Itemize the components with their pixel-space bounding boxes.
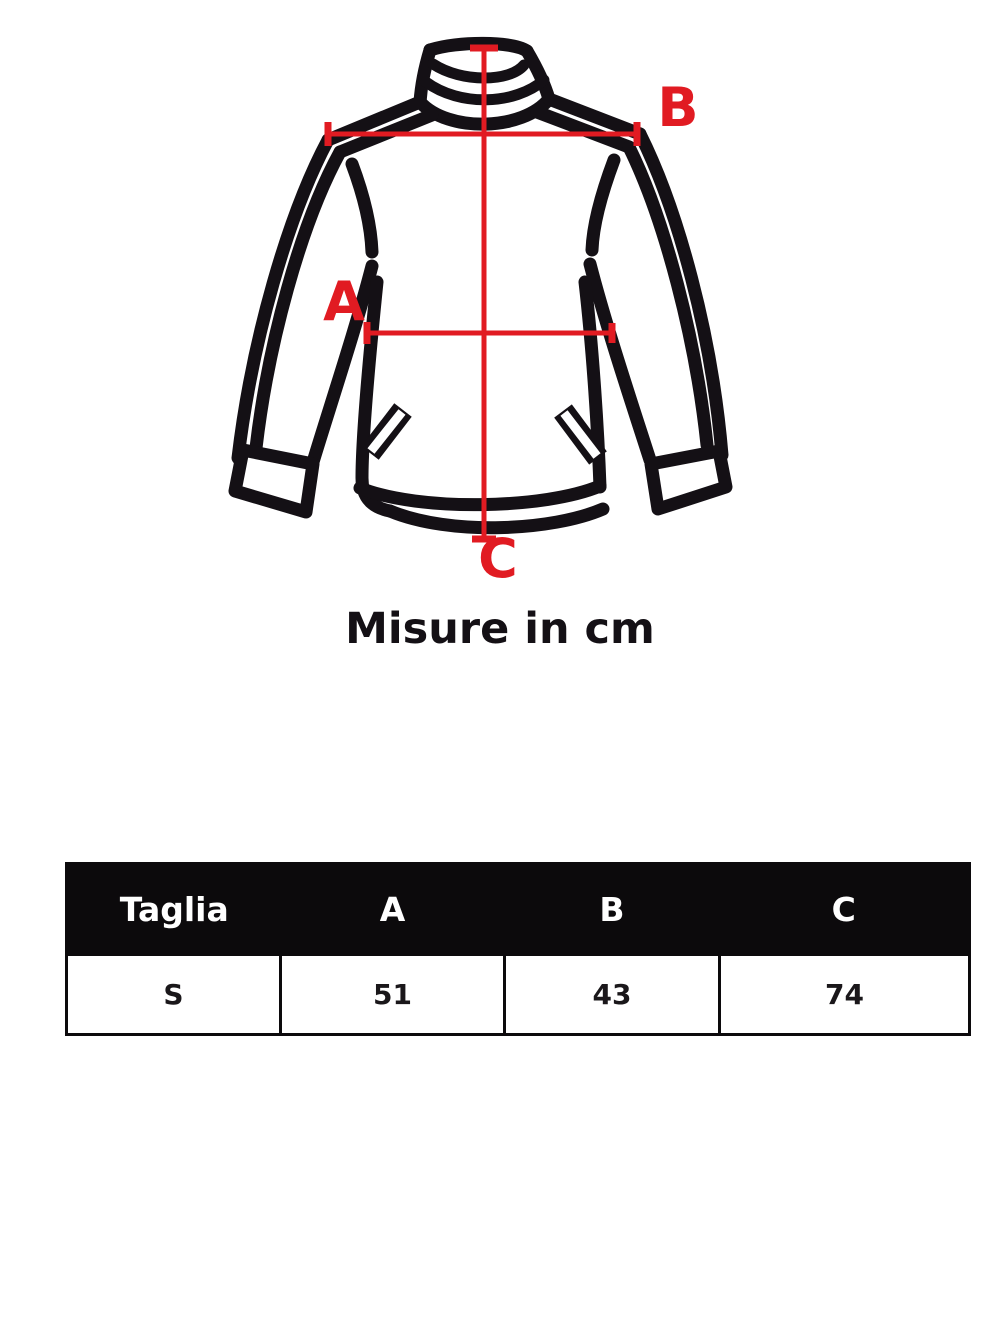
body-left-edge xyxy=(362,282,390,511)
size-table-header-taglia: Taglia xyxy=(67,864,281,955)
measurement-label-a: A xyxy=(323,270,365,333)
size-cell-taglia: S xyxy=(67,955,281,1035)
hem-lower xyxy=(390,509,603,528)
cuff-right xyxy=(651,451,726,509)
diagram-caption: Misure in cm xyxy=(345,604,655,654)
size-table-header-c: C xyxy=(720,864,970,955)
size-table-header-row xyxy=(67,864,970,955)
size-cell-b: 43 xyxy=(505,955,720,1035)
jacket-measurement-diagram xyxy=(0,0,1000,620)
size-table xyxy=(65,862,971,1036)
jacket-outline xyxy=(235,43,726,527)
collar-rib-1 xyxy=(433,64,524,78)
size-table-header-b: B xyxy=(505,864,720,955)
size-table-row-s xyxy=(67,955,970,1035)
measurement-label-c: C xyxy=(478,527,518,590)
size-table-header-a: A xyxy=(281,864,505,955)
raglan-seam-left xyxy=(352,164,372,252)
size-cell-a: 51 xyxy=(281,955,505,1035)
raglan-seam-right xyxy=(592,160,614,250)
cuff-left xyxy=(235,450,313,512)
measurement-label-b: B xyxy=(657,76,699,139)
hem-upper xyxy=(360,486,600,505)
size-cell-c: 74 xyxy=(720,955,970,1035)
collar-left xyxy=(420,50,430,102)
